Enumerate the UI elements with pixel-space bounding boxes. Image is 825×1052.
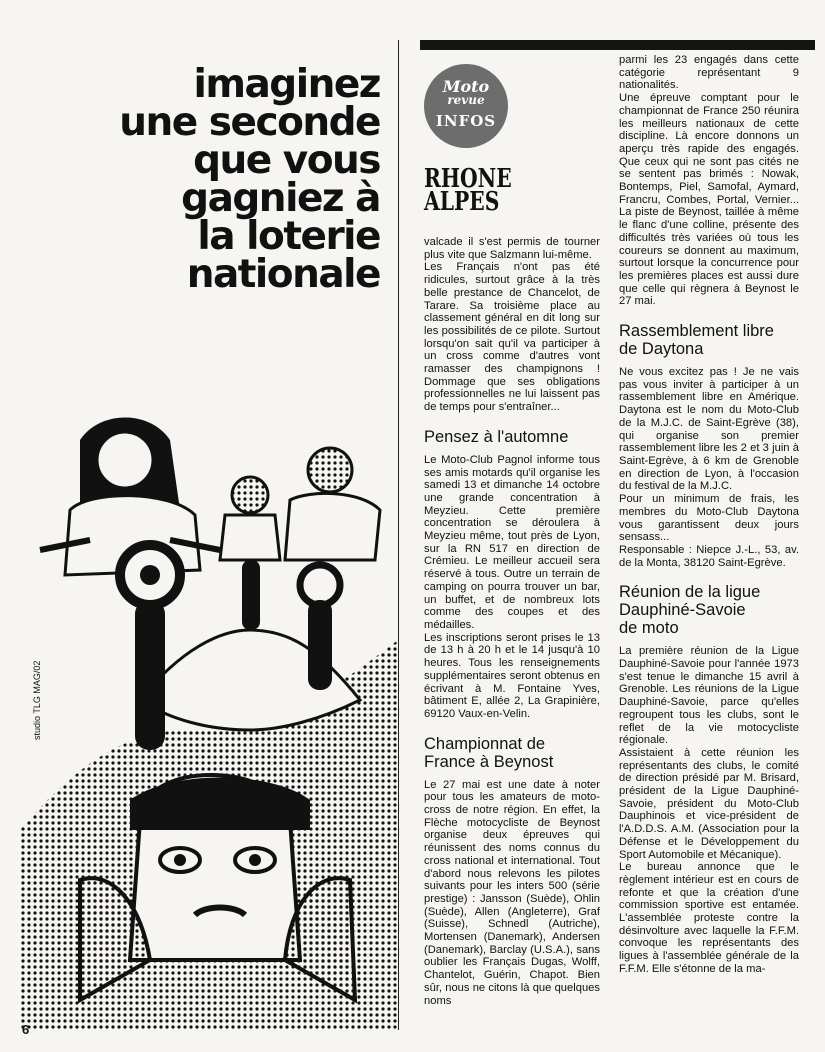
paragraph: Une épreuve comptant pour le championnat de France 250 réunira les meilleurs nationaux de cette discipline. Là encore donnons un aperçu très rapide des engagés. Que ceux qui ne sont pas cités ne se sentent pas brimés : Nowak, Bontemps, Piel, Samofal, Aymard, Francru, Combes, Portal, Vernier... La piste de Beynost, taillée à même le flanc d'une colline, présente des difficultés très variées où tous les coureurs se donnent au maximum, surtout lorsque la concurrence pour les premières places est aussi dure que celle qui règnera à Beynost le 27 mai.	[619, 92, 799, 308]
page-number: 6	[22, 1022, 30, 1037]
badge-line-revue: revue	[447, 93, 485, 107]
paragraph: Le bureau annonce que le règlement intérieur est en cours de refonte et que la création d'une commission sportive est entamée. L'assemblée proteste contre la désinvolture avec laquelle la F.F.M. convoque les représentants des ligues à l'assemblée générale de la F.F.M. Elle s'étonne de la ma-	[619, 861, 799, 975]
region-title: RHONE ALPES	[424, 164, 512, 217]
paragraph: La première réunion de la Ligue Dauphiné-Savoie pour l'année 1973 s'est tenue le dimanche 15 avril à Grenoble. Les réunions de la Ligue Dauphiné-Savoie, parce qu'elles regroupent tous les clubs, sont le reflet de la vie motocycliste régionale.	[619, 645, 799, 747]
section-heading-ligue: Réunion de la ligue Dauphiné-Savoie de moto	[619, 583, 761, 638]
ad-headline: imaginez une seconde que vous gagniez à la loterie nationale	[119, 62, 380, 297]
loterie-advertisement	[20, 40, 399, 1030]
moto-revue-infos-badge	[424, 64, 508, 148]
paragraph: parmi les 23 engagés dans cette catégorie représentant 9 nationalités.	[619, 54, 799, 92]
motorcyclists-illustration	[20, 400, 398, 1030]
paragraph: Le Moto-Club Pagnol informe tous ses amis motards qu'il organise les samedi 13 et dimanche 14 octobre une grande concentration à Meyzieu. Cette première concentration se déroulera à Meyzieu même, tout près de Lyon, sur la RN 517 en direction de Crémieu. Le meilleur accueil sera réservé à tous. Outre un terrain de camping on pourra trouver un bar, un buffet, et de nombreux lots comme des coupes et des médailles.	[424, 453, 600, 631]
paragraph: Les inscriptions seront prises le 13 de 13 h à 20 h et le 14 jusqu'à 10 heures. Tous les renseignements supplémentaires seront obtenus en écrivant à M. Fontaine Yves, bâtiment E, allée 2, La Grapinière, 69120 Vaux-en-Velin.	[424, 631, 600, 720]
paragraph: valcade il s'est permis de tourner plus vite que Salzmann lui-même.	[424, 236, 600, 261]
section-heading-daytona: Rassemblement libre de Daytona	[619, 322, 774, 359]
badge-line-moto: Moto	[442, 77, 490, 96]
paragraph: Le 27 mai est une date à noter pour tous les amateurs de moto-cross de notre région. En effet, la Flèche motocycliste de Beynost organise deux épreuves qui réunissent des noms connus du cross national et international. Tout d'abord nous relevons les pilotes suivants pour les inters 500 (série prestige) : Jansson (Suède), Ohlin (Suède), Allen (Angleterre), Graf (Suisse), Schnedl (Autriche), Mortensen (Danemark), Andersen (Danemark), Barclay (U.S.A.), sans oublier les Français Dugas, Wolff, Chantelot, Guérin, Chapot. Bien sûr, nous ne citons là que quelques noms	[424, 778, 600, 1007]
studio-credit: studio TLG MAG/02	[32, 660, 42, 740]
paragraph: Responsable : Niepce J.-L., 53, av. de la Monta, 38120 Saint-Egrève.	[619, 543, 799, 569]
section-heading-championnat: Championnat de France à Beynost	[424, 734, 554, 771]
section-heading-automne: Pensez à l'automne	[424, 427, 569, 446]
paragraph: Les Français n'ont pas été ridicules, surtout grâce à la très belle prestance de Chancelot, de Tarare. Sa troisième place au classement général en dit long sur les possibilités de ce pilote. Surtout lorsqu'on sait qu'il va participer à un cross comme d'autres vont ramasser des champignons ! Dommage que ses obligations professionnelles ne lui laissent pas de temps pour s'entraîner...	[424, 261, 600, 414]
paragraph: Assistaient à cette réunion les représentants des clubs, le comité de direction présidé par M. Brisard, président de la Ligue Dauphiné-Savoie, président du Moto-Club Dauphinois et vice-président de l'A.D.D.S. A.M. (Association pour la Défense et le Développement du Sport Automobile et Mécanique).	[619, 746, 799, 861]
header-rule	[420, 40, 815, 50]
article-column-2	[619, 54, 799, 976]
article-column-1	[424, 236, 600, 1007]
paragraph: Pour un minimum de frais, les membres du Moto-Club Daytona vous garantissent deux jours sensass...	[619, 493, 799, 544]
badge-line-infos: INFOS	[435, 112, 497, 130]
paragraph: Ne vous excitez pas ! Je ne vais pas vous inviter à participer à un rassemblement libre en Amérique. Daytona est le nom du Moto-Club de la M.J.C. de Saint-Egrève (38), qui organise son premier rassemblement libre les 2 et 3 juin à Saint-Egrève, à 6 km de Grenoble en direction de Lyon, à l'occasion du festival de la M.J.C.	[619, 366, 799, 493]
